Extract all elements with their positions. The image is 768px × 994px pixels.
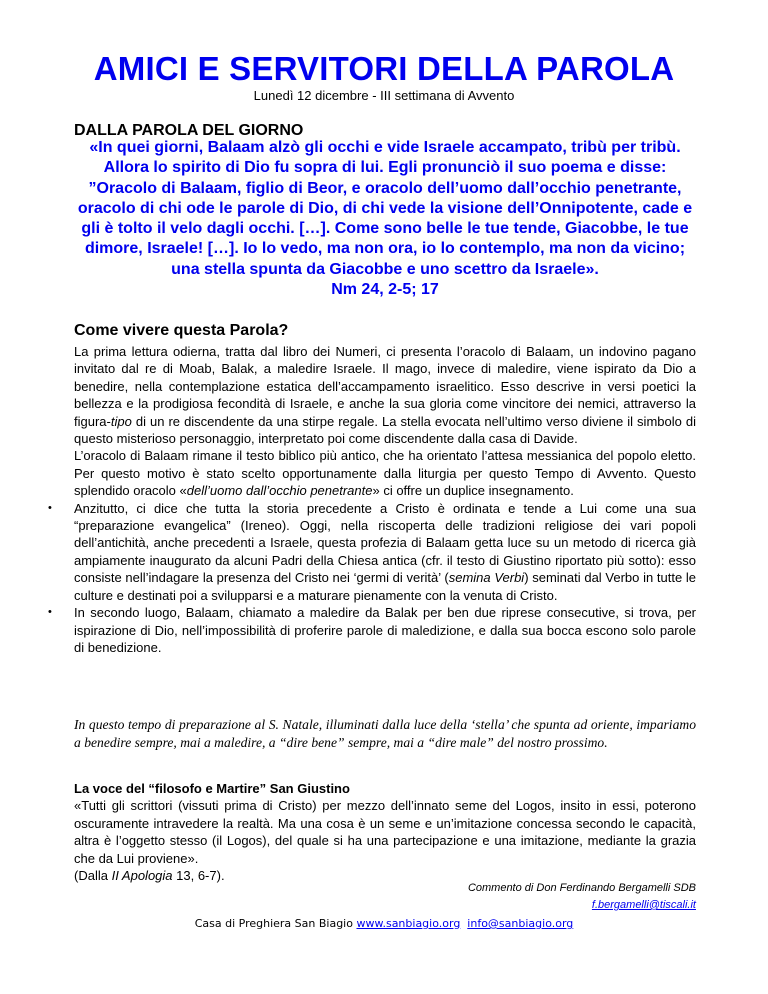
website-link[interactable]: www.sanbiagio.org: [356, 917, 461, 930]
author-credit: [196, 880, 696, 914]
paragraph-1-text-a: La prima lettura odierna, tratta dal libro dei Numeri, ci presenta l’oracolo di Balaam, un indovino pagano invitato dal re di Moab, Balak, a maledire Israele. Il mago, invece di maledire, viene ispirato da Dio a benedire, nella contemplazione estatica dell’accampamento israelitico. Esso descrive in versi poetici la bellezza e la prodigiosa fecondità di Israele, e anche la sua gloria come vincitore dei nemici, attraverso la figura-: [74, 344, 696, 429]
bullet-1-text-b: ) seminati dal Verbo in tutte le culture e destinati poi a svilupparsi e a maturare pienamente con la venuta di Cristo.: [74, 570, 697, 603]
paragraph-1: [74, 343, 696, 447]
page-subtitle: Lunedì 12 dicembre - III settimana di Avvento: [253, 88, 515, 103]
paragraph-1-emphasis: tipo: [110, 413, 132, 429]
list-item: [48, 500, 697, 604]
bullet-list: [48, 500, 697, 657]
voice-heading: La voce del “filosofo e Martire” San Giustino: [74, 781, 350, 796]
bullet-icon: •: [48, 501, 52, 514]
voice-section: [74, 780, 696, 884]
credit-line: Commento di Don Ferdinando Bergamelli SDB: [467, 882, 696, 894]
paragraph-2-text-a: L’oracolo di Balaam rimane il testo biblico più antico, che ha orientato l’attesa messianica del popolo eletto. Per questo motivo è stato scelto opportunamente dalla liturgia per questo Tempo di Avvento. Questo splendido oracolo «: [74, 448, 696, 499]
commentary-body: [48, 343, 697, 656]
page-title: AMICI E SERVITORI DELLA PAROLA: [93, 50, 675, 87]
bullet-1-text-a: Anzitutto, ci dice che tutta la storia precedente a Cristo è ordinata e tende a Lui come una sua “preparazione evangelica” (Ireneo). Oggi, nella riscoperta delle tradizioni religiose dei vari popoli dell’antichità, anche precedenti a Israele, questa profezia di Balaam getta luce su un metodo di ricerca già ampiamente inaugurato da alcuni Padri della Chiesa antica (cfr. il testo di Giustino riportato più sotto): esso consiste nell’indagare la presenza del Cristo nei ‘germi di verità’ (: [74, 500, 696, 586]
voice-source-prefix: (Dalla: [74, 868, 112, 884]
bullet-1-emphasis: semina Verbi: [448, 570, 525, 586]
bullet-2-text: In secondo luogo, Balaam, chiamato a maledire da Balak per ben due riprese consecutive, si trova, per ispirazione di Dio, nell’impossibilità di proferire parole di maledizione, e dalla sua bocca escono solo parole di benedizione.: [74, 605, 696, 655]
list-item: [48, 604, 696, 656]
paragraph-2-emphasis: dell’uomo dall’occhio penetrante: [186, 483, 373, 499]
email-link[interactable]: info@sanbiagio.org: [467, 917, 574, 930]
voice-source-suffix: 13, 6-7).: [172, 868, 225, 884]
paragraph-2: [74, 447, 696, 499]
author-email-link[interactable]: f.bergamelli@tiscali.it: [591, 899, 696, 911]
footer-text: Casa di Preghiera San Biagio: [194, 917, 357, 930]
paragraph-1-text-b: di un re discendente da una stirpe regale. La stella evocata nell’ultimo verso diviene il simbolo di questo misterioso personaggio, interpretato poi come discendente dalla casa di Davide.: [74, 413, 696, 447]
paragraph-2-text-b: » ci offre un duplice insegnamento.: [372, 483, 574, 499]
section-heading-word: DALLA PAROLA DEL GIORNO: [74, 122, 304, 139]
quote-text: «In quei giorni, Balaam alzò gli occhi e vide Israele accampato, tribù per tribù. Allora lo spirito di Dio fu sopra di lui. Egli pronunciò il suo poema e disse: ”Oracolo di Balaam, figlio di Beor, e oracolo dell’uomo dall’occhio penetrante, oracolo di chi ode le parole di Dio, di chi vede la visione dell’Onnipotente, cade e gli è tolto il velo dagli occhi. […]. Come sono belle le tue tende, Giacobbe, le tue dimore, Israele! […]. Io lo vedo, ma non ora, io lo contemplo, ma non da vicino; una stella spunta da Giacobbe e uno scettro da Israele».: [77, 139, 693, 278]
page-footer: [0, 917, 768, 930]
scripture-quote: [74, 138, 696, 300]
quote-reference: Nm 24, 2-5; 17: [331, 281, 439, 299]
reflection-note: In questo tempo di preparazione al S. Natale, illuminati dalla luce della ‘stella’ che spunta ad oriente, impariamo a benedire sempre, mai a maledire, a “dire bene” sempre, mai a “dire male” del nostro prossimo.: [74, 717, 696, 750]
voice-text: «Tutti gli scrittori (vissuti prima di Cristo) per mezzo dell’innato seme del Logos, insito in essi, poterono oscuramente intravedere la realtà. Ma una cosa è un seme e un’imitazione concessa secondo le capacità, altra è l’oggetto stesso (il Logos), del quale si ha una partecipazione e una imitazione, mediante la grazia che da Lui proviene».: [74, 798, 696, 866]
section-heading-reflection: Come vivere questa Parola?: [74, 322, 289, 339]
bullet-icon: •: [48, 606, 52, 619]
voice-source-title: II Apologia: [111, 868, 173, 884]
